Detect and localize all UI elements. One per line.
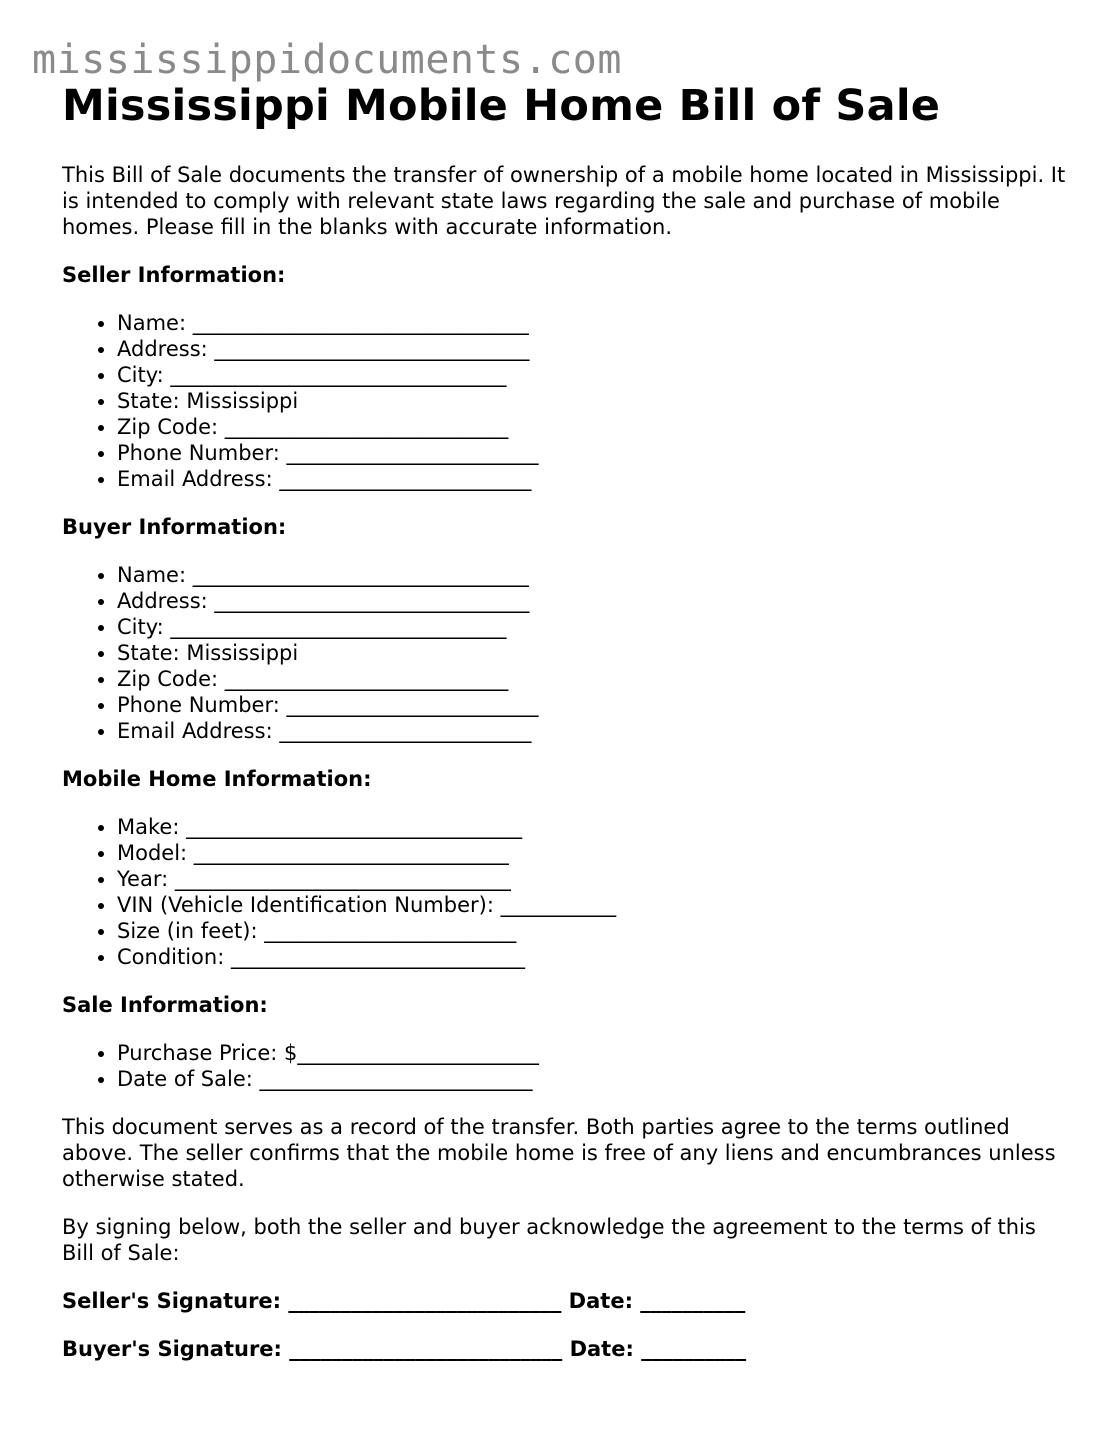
year-field: • Year: ________________________________ [117, 866, 1072, 892]
seller-email-field: • Email Address: ________________________ [117, 466, 1072, 492]
mobile-home-field-list [62, 814, 1072, 970]
document-body [62, 78, 1072, 1362]
seller-signature-line: Seller's Signature: __________________________ Date: __________ [62, 1289, 746, 1313]
date-of-sale-field: • Date of Sale: __________________________ [117, 1066, 1072, 1092]
purchase-price-field: • Purchase Price: $_______________________ [117, 1040, 1072, 1066]
mobile-home-section-heading: Mobile Home Information: [62, 767, 372, 791]
buyer-field-list [62, 562, 1072, 744]
buyer-address-field: • Address: ______________________________ [117, 588, 1072, 614]
buyer-zip-field: • Zip Code: ___________________________ [117, 666, 1072, 692]
seller-city-field: • City: ________________________________ [117, 362, 1072, 388]
buyer-email-field: • Email Address: ________________________ [117, 718, 1072, 744]
buyer-phone-field: • Phone Number: ________________________ [117, 692, 1072, 718]
document-title: Mississippi Mobile Home Bill of Sale [62, 81, 941, 131]
model-field: • Model: ______________________________ [117, 840, 1072, 866]
sale-field-list [62, 1040, 1072, 1092]
condition-field: • Condition: ____________________________ [117, 944, 1072, 970]
buyer-city-field: • City: ________________________________ [117, 614, 1072, 640]
intro-paragraph: This Bill of Sale documents the transfer of ownership of a mobile home located in Mississippi. It is intended to comply with relevant state laws regarding the sale and purchase of mobile homes. Please fill in the blanks with accurate information. [62, 163, 1066, 239]
seller-state-field: • State: Mississippi [117, 388, 1072, 414]
seller-address-field: • Address: ______________________________ [117, 336, 1072, 362]
sale-section-heading: Sale Information: [62, 993, 268, 1017]
closing-paragraph: This document serves as a record of the transfer. Both parties agree to the terms outlined above. The seller confirms that the mobile home is free of any liens and encumbrances unless otherwise stated. [62, 1115, 1056, 1191]
seller-phone-field: • Phone Number: ________________________ [117, 440, 1072, 466]
seller-section-heading: Seller Information: [62, 263, 286, 287]
buyer-section-heading: Buyer Information: [62, 515, 287, 539]
seller-name-field: • Name: ________________________________ [117, 310, 1072, 336]
seller-zip-field: • Zip Code: ___________________________ [117, 414, 1072, 440]
make-field: • Make: ________________________________ [117, 814, 1072, 840]
buyer-name-field: • Name: ________________________________ [117, 562, 1072, 588]
buyer-state-field: • State: Mississippi [117, 640, 1072, 666]
buyer-signature-line: Buyer's Signature: __________________________ Date: __________ [62, 1337, 747, 1361]
size-field: • Size (in feet): ________________________ [117, 918, 1072, 944]
signing-paragraph: By signing below, both the seller and buyer acknowledge the agreement to the terms of this Bill of Sale: [62, 1215, 1036, 1265]
site-watermark: mississippidocuments.com [32, 37, 622, 83]
seller-field-list [62, 310, 1072, 492]
vin-field: • VIN (Vehicle Identification Number): ___________ [117, 892, 1072, 918]
